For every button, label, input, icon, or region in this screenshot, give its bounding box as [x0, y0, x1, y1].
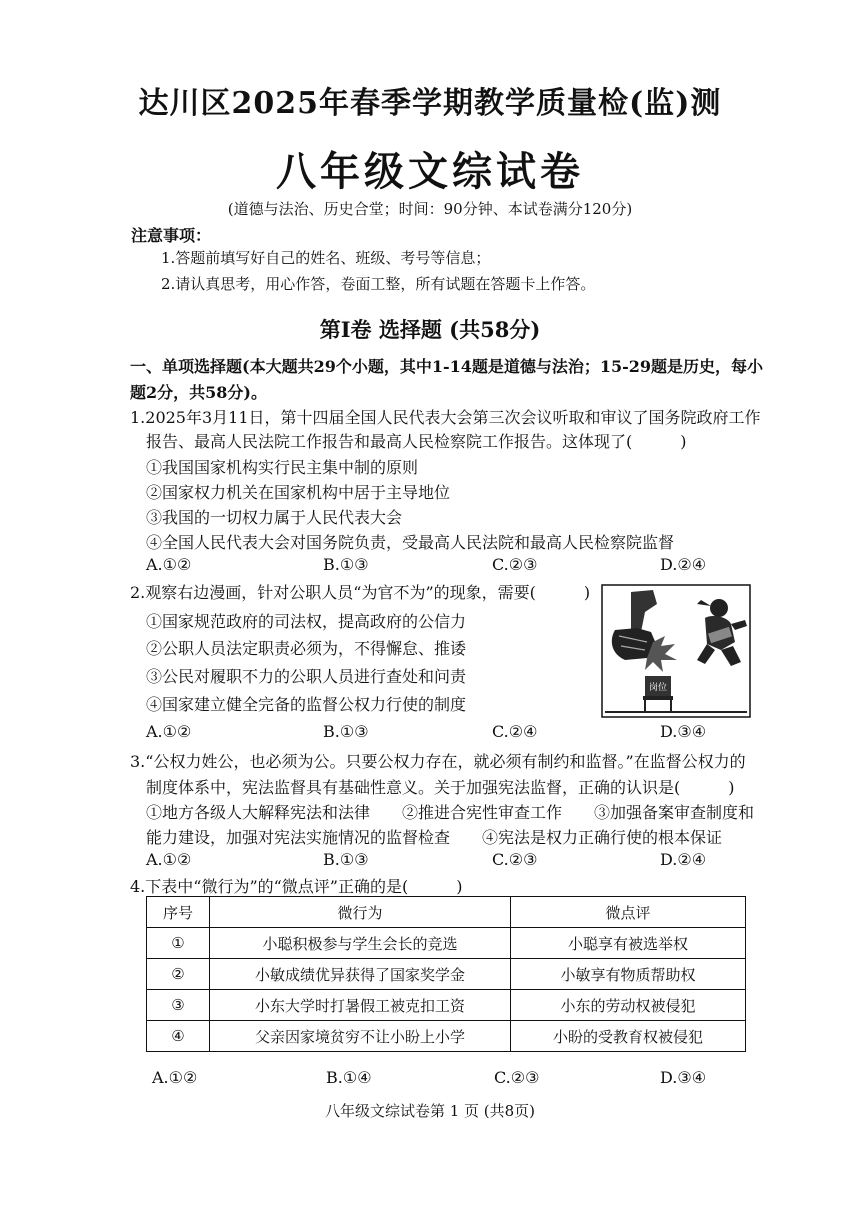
- table-cell: ②: [147, 959, 210, 990]
- table-cell: ④: [147, 1021, 210, 1052]
- table-row: [147, 1021, 746, 1052]
- section-instruction: 一、单项选择题(本大题共29个小题，其中1-14题是道德与法治；15-29题是历史，每小: [130, 357, 764, 376]
- section-instruction: 题2分，共58分)。: [130, 383, 267, 402]
- question-statement: ①国家规范政府的司法权，提高政府的公信力: [146, 612, 467, 631]
- question-statement: 能力建设，加强对宪法实施情况的监督检查 ④宪法是权力正确行使的根本保证: [146, 828, 723, 847]
- exam-paper-title: 八年级文综试卷: [276, 148, 584, 195]
- question-stem: 4.下表中“微行为”的“微点评”正确的是( ): [130, 877, 463, 896]
- option-c: C.②③: [494, 1068, 540, 1087]
- option-a: A.①②: [146, 555, 192, 574]
- notice-item: 1.答题前填写好自己的姓名、班级、考号等信息；: [161, 249, 491, 267]
- table-cell: ①: [147, 928, 210, 959]
- question-statement: ②公职人员法定职责必须为，不得懈怠、推诿: [146, 639, 467, 658]
- table-cell: 父亲因家境贫穷不让小盼上小学: [210, 1021, 511, 1052]
- option-b: B.①③: [323, 555, 369, 574]
- option-a: A.①②: [146, 850, 192, 869]
- question-statement: ③我国的一切权力属于人民代表大会: [146, 508, 403, 527]
- table-row: [147, 928, 746, 959]
- exam-header-title: 达川区2025年春季学期教学质量检(监)测: [138, 86, 722, 121]
- option-d: D.②④: [660, 555, 707, 574]
- option-c: C.②④: [492, 722, 538, 741]
- option-d: D.③④: [660, 1068, 707, 1087]
- table-row: [147, 959, 746, 990]
- table-row: [147, 990, 746, 1021]
- question-statement: ②国家权力机关在国家机构中居于主导地位: [146, 483, 451, 502]
- question-statement: ③公民对履职不力的公职人员进行查处和问责: [146, 667, 467, 686]
- table-cell: 小东大学时打暑假工被克扣工资: [210, 990, 511, 1021]
- cartoon-label: 岗位: [648, 683, 668, 693]
- table-cell: 小东的劳动权被侵犯: [511, 990, 746, 1021]
- table-cell: 小聪积极参与学生会长的竞选: [210, 928, 511, 959]
- notice-heading: 注意事项：: [131, 226, 212, 245]
- q4-table: [146, 896, 746, 1052]
- table-cell: 小盼的受教育权被侵犯: [511, 1021, 746, 1052]
- option-a: A.①②: [146, 722, 192, 741]
- option-c: C.②③: [492, 555, 538, 574]
- table-header-cell: 微点评: [511, 897, 746, 928]
- question-stem: 报告、最高人民法院工作报告和最高人民检察院工作报告。这体现了( ): [146, 432, 687, 451]
- table-cell: 小敏享有物质帮助权: [511, 959, 746, 990]
- question-stem: 1.2025年3月11日，第十四届全国人民代表大会第三次会议听取和审议了国务院政府工作: [130, 408, 761, 427]
- option-d: D.②④: [660, 850, 707, 869]
- question-statement: ④全国人民代表大会对国务院负责，受最高人民法院和最高人民检察院监督: [146, 533, 675, 552]
- table-cell: 小敏成绩优异获得了国家奖学金: [210, 959, 511, 990]
- option-d: D.③④: [660, 722, 707, 741]
- cartoon-image: [601, 584, 751, 718]
- page-footer: 八年级文综试卷第 1 页 (共8页): [324, 1102, 536, 1120]
- option-a: A.①②: [152, 1068, 198, 1087]
- option-c: C.②③: [492, 850, 538, 869]
- notice-item: 2.请认真思考，用心作答，卷面工整，所有试题在答题卡上作答。: [161, 275, 596, 293]
- section-title: 第Ⅰ卷 选择题 (共58分): [319, 317, 541, 342]
- table-header-cell: 序号: [147, 897, 210, 928]
- exam-subtitle: (道德与法治、历史合堂；时间：90分钟、本试卷满分120分): [227, 200, 633, 218]
- table-header-row: [147, 897, 746, 928]
- table-cell: 小聪享有被选举权: [511, 928, 746, 959]
- table-cell: ③: [147, 990, 210, 1021]
- question-stem: 3.“公权力姓公，也必须为公。只要公权力存在，就必须有制约和监督。”在监督公权力的: [130, 752, 746, 771]
- question-stem: 2.观察右边漫画，针对公职人员“为官不为”的现象，需要( ): [130, 583, 591, 602]
- option-b: B.①④: [326, 1068, 372, 1087]
- option-b: B.①③: [323, 850, 369, 869]
- question-stem: 制度体系中，宪法监督具有基础性意义。关于加强宪法监督，正确的认识是( ): [146, 778, 735, 797]
- question-statement: ①我国国家机构实行民主集中制的原则: [146, 458, 419, 477]
- question-statement: ①地方各级人大解释宪法和法律 ②推进合宪性审查工作 ③加强备案审查制度和: [146, 803, 755, 822]
- table-header-cell: 微行为: [210, 897, 511, 928]
- option-b: B.①③: [323, 722, 369, 741]
- question-statement: ④国家建立健全完备的监督公权力行使的制度: [146, 695, 467, 714]
